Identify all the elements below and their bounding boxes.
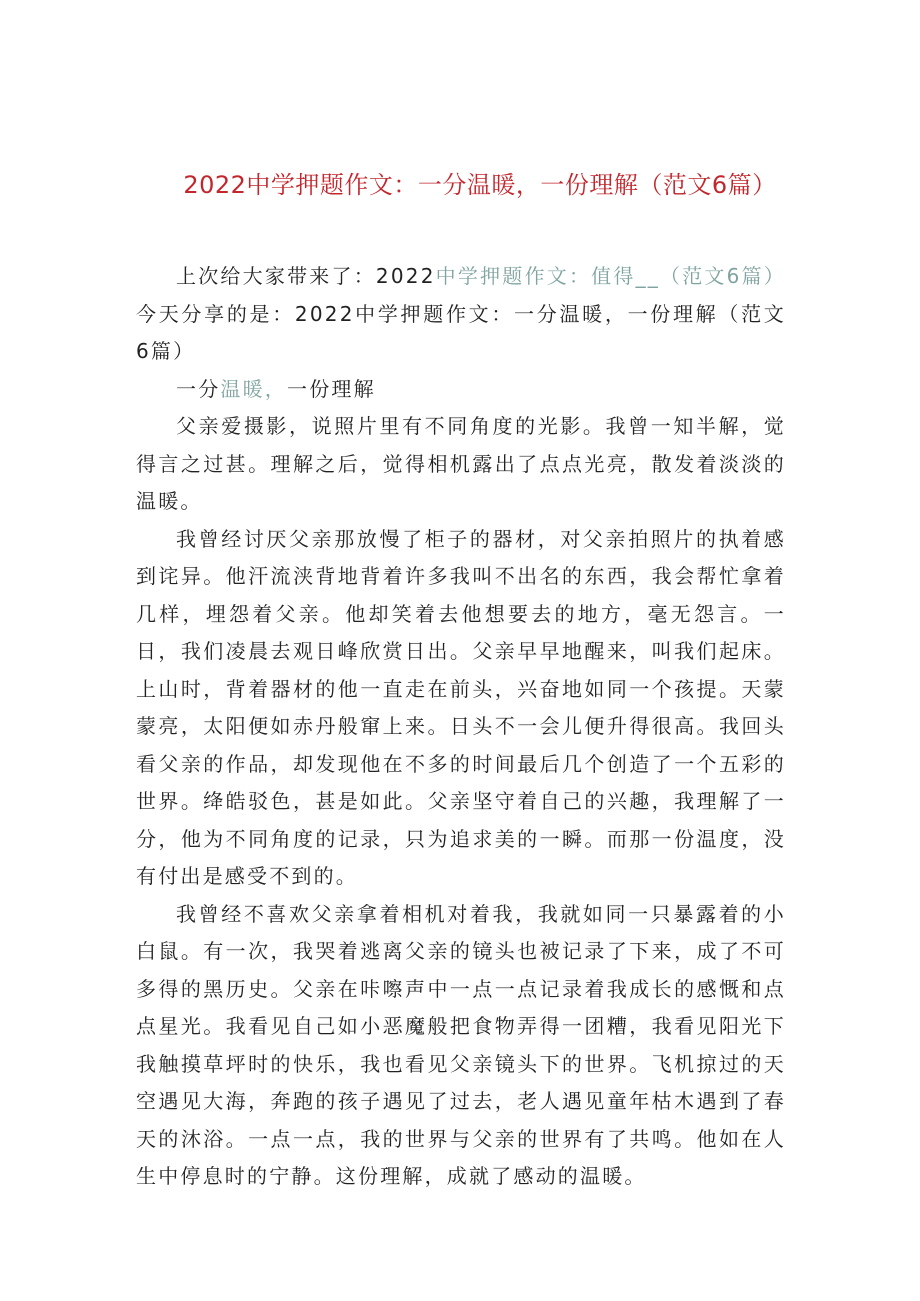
warmth-link[interactable]: 温暖， xyxy=(220,376,288,401)
body-paragraph-2: 我曾经讨厌父亲那放慢了柜子的器材，对父亲拍照片的执着感到诧异。他汗流浃背地背着许多我叫不出名的东西，我会帮忙拿着几样，埋怨着父亲。他却笑着去他想要去的地方，毫无怨言。一日，我们凌晨去观日峰欣赏日出。父亲早早地醒来，叫我们起床。上山时，背着器材的他一直走在前头，兴奋地如同一个孩提。天蒙蒙亮，太阳便如赤丹般窜上来。日头不一会儿便升得很高。我回头看父亲的作品，却发现他在不多的时间最后几个创造了一个五彩的世界。绛皓驳色，甚是如此。父亲坚守着自己的兴趣，我理解了一分，他为不同角度的记录，只为追求美的一瞬。而那一份温度，没有付出是感受不到的。 xyxy=(136,526,786,888)
previous-essay-link[interactable]: 中学押题作文：值得__（范文6篇） xyxy=(435,264,787,288)
intro-suffix: 今天分享的是：2022中学押题作文：一分温暖，一份理解（范文6篇） xyxy=(136,301,786,363)
document-title: 2022中学押题作文：一分温暖，一份理解（范文6篇） xyxy=(183,171,777,199)
document-body xyxy=(136,258,786,1196)
subtitle-suffix: 一份理解 xyxy=(287,376,376,401)
subtitle-prefix: 一分 xyxy=(176,376,221,401)
intro-prefix: 上次给大家带来了：2022 xyxy=(176,264,436,288)
essay-subtitle xyxy=(136,371,786,409)
body-paragraph-3: 我曾经不喜欢父亲拿着相机对着我，我就如同一只暴露着的小白鼠。有一次，我哭着逃离父亲的镜头也被记录了下来，成了不可多得的黑历史。父亲在咔嚓声中一点一点记录着我成长的感慨和点点星光。我看见自己如小恶魔般把食物弄得一团糟，我看见阳光下我触摸草坪时的快乐，我也看见父亲镜头下的世界。飞机掠过的天空遇见大海，奔跑的孩子遇见了过去，老人遇见童年枯木遇到了春天的沐浴。一点一点，我的世界与父亲的世界有了共鸣。他如在人生中停息时的宁静。这份理解，成就了感动的温暖。 xyxy=(136,901,786,1188)
intro-paragraph xyxy=(136,258,786,371)
body-paragraph-1: 父亲爱摄影，说照片里有不同角度的光影。我曾一知半解，觉得言之过甚。理解之后，觉得相机露出了点点光亮，散发着淡淡的温暖。 xyxy=(136,414,786,513)
